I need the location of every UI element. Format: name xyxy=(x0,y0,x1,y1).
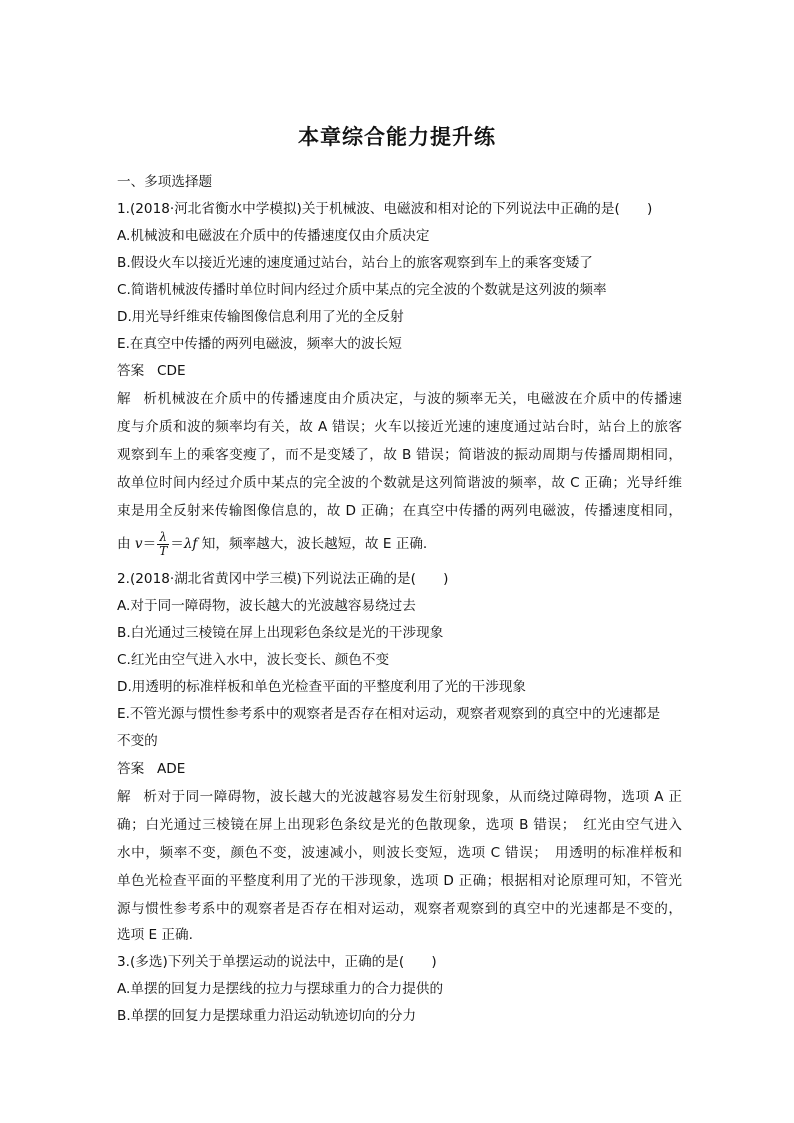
q2-analysis-line xyxy=(117,787,682,807)
formula-eq2: ＝ xyxy=(170,536,184,552)
formula-prefix: 由 xyxy=(117,536,135,552)
formula-suffix: 知，频率越大，波长越短，故 E 正确. xyxy=(197,536,428,552)
q2-analysis-line: 选项 E 正确. xyxy=(117,927,193,943)
q2-option-e: E.不管光源与惯性参考系中的观察者是否存在相对运动，观察者观察到的真空中的光速都是 xyxy=(117,706,661,722)
formula-v: v xyxy=(134,536,143,552)
q2-option-b: B.白光通过三棱镜在屏上出现彩色条纹是光的干涉现象 xyxy=(117,625,444,641)
q2-analysis-label: 解析 xyxy=(117,789,157,805)
q1-option-e: E.在真空中传播的两列电磁波，频率大的波长短 xyxy=(117,336,402,352)
q1-analysis-text: 机械波在介质中的传播速度由介质决定，与波的频率无关，电磁波在介质中的传播速 xyxy=(157,391,682,407)
formula-fraction xyxy=(157,531,169,558)
q2-option-a: A.对于同一障碍物，波长越大的光波越容易绕过去 xyxy=(117,598,416,614)
fraction-denominator: T xyxy=(159,543,168,558)
formula-rhs: λf xyxy=(183,536,198,552)
section-heading: 一、多项选择题 xyxy=(117,174,213,190)
q1-answer-value: CDE xyxy=(157,363,186,379)
q3-option-b: B.单摆的回复力是摆球重力沿运动轨迹切向的分力 xyxy=(117,1008,417,1024)
q1-option-c: C.简谐机械波传播时单位时间内经过介质中某点的完全波的个数就是这列波的频率 xyxy=(117,282,607,298)
q3-stem: 3.(多选)下列关于单摆运动的说法中，正确的是( ) xyxy=(117,954,437,970)
q2-analysis-line: 单色光检查平面的平整度利用了光的干涉现象，选项 D 正确；根据相对论原理可知，不管光 xyxy=(117,873,682,889)
q1-analysis-line: 故单位时间内经过介质中某点的完全波的个数就是这列简谐波的频率，故 C 正确；光导纤维 xyxy=(117,475,682,491)
q1-analysis-line: 束是用全反射来传输图像信息的，故 D 正确；在真空中传播的两列电磁波，传播速度相同， xyxy=(117,503,682,519)
q2-analysis-text: 对于同一障碍物，波长越大的光波越容易发生衍射现象，从而绕过障碍物，选项 A 正 xyxy=(157,789,682,805)
q2-answer-value: ADE xyxy=(157,761,186,777)
q1-option-d: D.用光导纤维束传输图像信息利用了光的全反射 xyxy=(117,309,404,325)
q1-analysis-line: 度与介质和波的频率均有关，故 A 错误；火车以接近光速的速度通过站台时，站台上的旅客 xyxy=(117,419,682,435)
q1-formula-line xyxy=(117,528,682,560)
q2-option-c: C.红光由空气进入水中，波长变长、颜色不变 xyxy=(117,652,390,668)
q1-answer-label: 答案 xyxy=(117,363,145,379)
q1-answer-row xyxy=(117,361,682,381)
q2-analysis-line: 水中，频率不变，颜色不变，波速减小，则波长变短，选项 C 错误； 用透明的标准样板和 xyxy=(117,845,682,861)
q2-analysis-line: 确；白光通过三棱镜在屏上出现彩色条纹是光的色散现象，选项 B 错误； 红光由空气进入 xyxy=(117,817,682,833)
q1-option-a: A.机械波和电磁波在介质中的传播速度仅由介质决定 xyxy=(117,228,430,244)
q1-stem: 1.(2018·河北省衡水中学模拟)关于机械波、电磁波和相对论的下列说法中正确的是( ) xyxy=(117,201,653,217)
fraction-numerator: λ xyxy=(157,531,169,545)
q2-answer-row xyxy=(117,759,682,779)
q1-analysis-label: 解析 xyxy=(117,391,157,407)
q2-stem: 2.(2018·湖北省黄冈中学三模)下列说法正确的是( ) xyxy=(117,571,449,587)
q1-analysis-line: 观察到车上的乘客变瘦了，而不是变矮了，故 B 错误；简谐波的振动周期与传播周期相同， xyxy=(117,447,682,463)
q2-answer-label: 答案 xyxy=(117,761,145,777)
q2-option-e-continued: 不变的 xyxy=(117,733,158,749)
q2-analysis-line: 源与惯性参考系中的观察者是否存在相对运动，观察者观察到的真空中的光速都是不变的， xyxy=(117,901,682,917)
q3-option-a: A.单摆的回复力是摆线的拉力与摆球重力的合力提供的 xyxy=(117,981,444,997)
q2-option-d: D.用透明的标准样板和单色光检查平面的平整度利用了光的干涉现象 xyxy=(117,679,527,695)
formula-eq: ＝ xyxy=(142,536,157,552)
page-title: 本章综合能力提升练 xyxy=(298,125,496,149)
q1-option-b: B.假设火车以接近光速的速度通过站台，站台上的旅客观察到车上的乘客变矮了 xyxy=(117,255,593,271)
q1-analysis-line xyxy=(117,389,682,409)
